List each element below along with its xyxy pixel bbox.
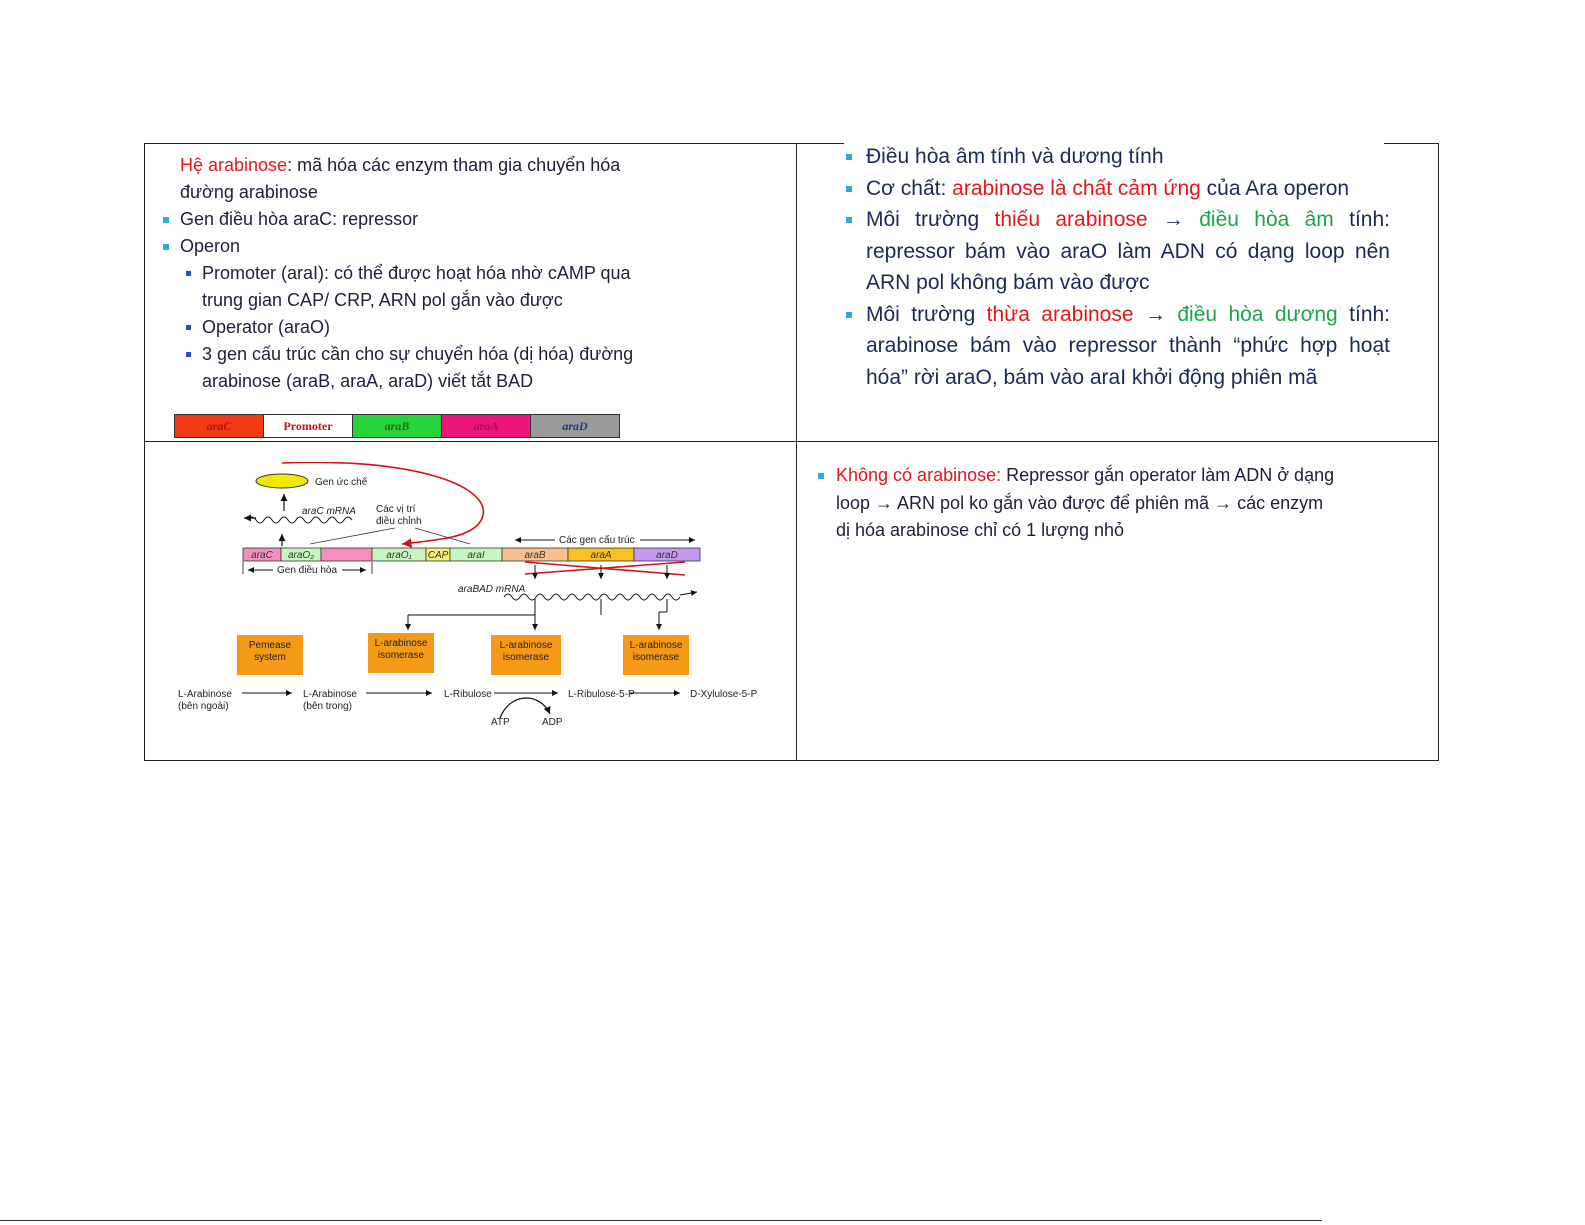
segment-label: araO₁ [386, 550, 412, 561]
gene-segment-arac: araC [175, 415, 264, 437]
pathway-step: L-Ribulose-5-P [568, 689, 635, 700]
list-item: Không có arabinose: Repressor gắn operator làm ADN ở dạng loop → ARN pol ko gắn vào được để phiên mã → các enzym dị hóa arabinose chỉ có 1 lượng nhỏ [836, 462, 1336, 545]
bullet-list [180, 206, 640, 395]
list-item: Cơ chất: arabinose là chất cảm ứng của Ara operon [866, 173, 1390, 205]
table-divider-horizontal [145, 441, 1438, 442]
repressor-label: Gen ức chế [315, 477, 368, 488]
arac-mrna [248, 517, 352, 523]
bullet-icon [186, 352, 191, 357]
list-item: Môi trường thừa arabinose → điều hòa dương tính: arabinose bám vào repressor thành “phức hợp hoạt hóa” rời araO, bám vào araI khởi động phiên mã [866, 299, 1390, 394]
pathway-step: L-Arabinose [178, 689, 232, 700]
list-item: 3 gen cấu trúc cần cho sự chuyển hóa (dị hóa) đường arabinose (araB, araA, araD) viết tắt BAD [180, 341, 640, 395]
cell-arabinose-system [180, 152, 640, 395]
pathway-step: L-Arabinose [303, 689, 357, 700]
bullet-icon [846, 186, 852, 192]
arac-mrna-label: araC mRNA [302, 506, 356, 517]
pathway-step: D-Xylulose-5-P [690, 689, 758, 700]
arabad-mrna-label: araBAD mRNA [458, 584, 526, 595]
list-item: Promoter (araI): có thể được hoạt hóa nhờ cAMP qua trung gian CAP/ CRP, ARN pol gắn vào được [180, 260, 640, 314]
gene-segment-araa: araA [442, 415, 531, 437]
bullet-icon [163, 244, 169, 250]
bullet-icon [846, 154, 852, 160]
regulatory-sites-label: Các vị trí [376, 504, 416, 515]
gene-segment-arab: araB [353, 415, 442, 437]
list-item: Operator (araO) [180, 314, 640, 341]
bullet-icon [818, 473, 824, 479]
segment-label: araC [251, 550, 273, 561]
ara-operon-diagram: Gen ức chế araC mRNA Các vị trí điều chỉnh Các gen cấu trúc araC araO₂ araO₁ CAP araI araB araA araD Gen điều hòa araBAD mRNA Pemease system L-arabinose isomerase L-arabinose isomerase L-arabinose isomerase L-Arabinose (bên ngoài) L-Arabinose (bên trong) L-Ribulose L-Ribulose-5-P D-Xylulose-5-P ATP ADP [170, 462, 770, 747]
regulatory-gene-label: Gen điều hòa [277, 565, 338, 576]
intro-text: Hệ arabinose: mã hóa các enzym tham gia chuyển hóa đường arabinose [180, 155, 621, 202]
gene-segment-promoter: Promoter [264, 415, 353, 437]
pathway-step: (bên ngoài) [178, 701, 229, 712]
segment-label: araI [467, 550, 485, 561]
table-divider-vertical [796, 144, 797, 760]
cell-regulation [866, 141, 1390, 393]
bullet-icon [846, 312, 852, 318]
bullet-icon [186, 325, 191, 330]
bullet-icon [186, 271, 191, 276]
footer-rule [0, 1220, 1322, 1221]
bullet-icon [163, 217, 169, 223]
adp-label: ADP [542, 717, 563, 728]
repressor-protein [256, 474, 308, 488]
segment-label: araA [590, 550, 612, 561]
dna-segments [243, 548, 700, 561]
structural-genes-label: Các gen cấu trúc [559, 535, 635, 546]
segment-spacer [321, 548, 372, 561]
bullet-list [866, 141, 1390, 393]
list-item: Điều hòa âm tính và dương tính [866, 141, 1390, 173]
segment-label: araB [524, 550, 546, 561]
atp-label: ATP [491, 717, 510, 728]
arabad-mrna [504, 594, 680, 600]
atp-adp-arrow [500, 698, 550, 718]
pathway-step: L-Ribulose [444, 689, 492, 700]
gene-segment-arad: araD [531, 415, 619, 437]
cell-no-arabinose [836, 462, 1336, 545]
pointer-line [310, 528, 395, 544]
bullet-list [836, 462, 1336, 545]
list-item: Môi trường thiếu arabinose → điều hòa âm tính: repressor bám vào araO làm ADN có dạng loop nên ARN pol không bám vào được [866, 204, 1390, 299]
pathway-step: (bên trong) [303, 701, 352, 712]
segment-label: araD [656, 550, 678, 561]
regulatory-sites-label-2: điều chỉnh [376, 516, 422, 527]
gene-bar [174, 414, 620, 438]
list-item: Operon [180, 233, 640, 260]
segment-label: CAP [427, 550, 449, 561]
segment-label: araO₂ [287, 550, 315, 561]
list-item: Gen điều hòa araC: repressor [180, 206, 640, 233]
bullet-icon [846, 217, 852, 223]
